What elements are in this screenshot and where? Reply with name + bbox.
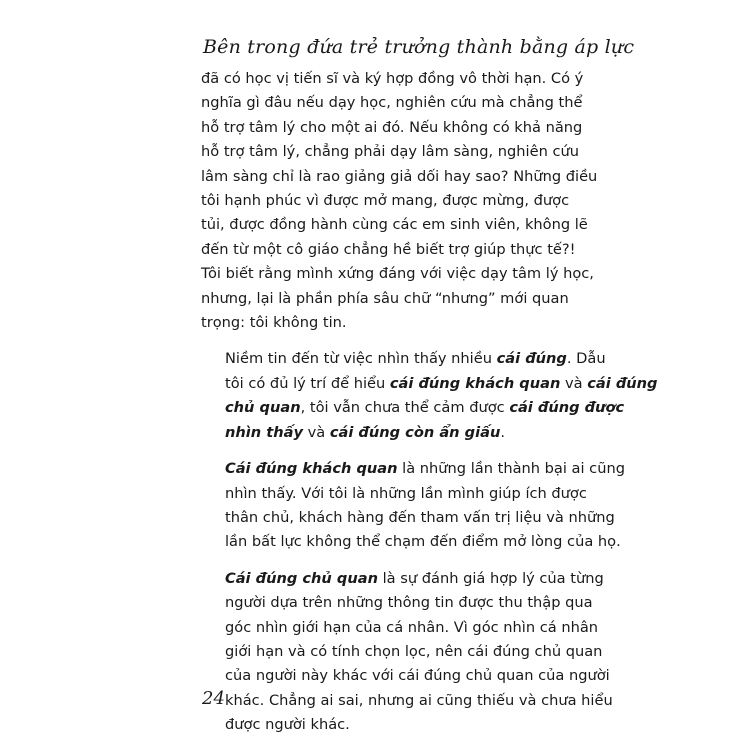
text-line: đã có học vị tiến sĩ và ký hợp đồng vô thời hạn. Có ý bbox=[201, 70, 584, 87]
emphasis: cái đúng được bbox=[509, 399, 625, 417]
text-line: chủ quan, tôi vẫn chưa thể cảm được cái đúng được bbox=[225, 399, 625, 417]
text-line: Tôi biết rằng mình xứng đáng với việc dạy tâm lý học, bbox=[201, 265, 594, 283]
emphasis: cái đúng khách quan bbox=[389, 374, 561, 392]
text-line: tủi, được đồng hành cùng các em sinh viên, không lẽ bbox=[201, 216, 588, 234]
text-line: nhìn thấy. Với tôi là những lần mình giúp ích được bbox=[225, 484, 587, 502]
text-line: lâm sàng chỉ là rao giảng giả dối hay sao? Những điều bbox=[201, 167, 598, 185]
paragraph-3 bbox=[201, 457, 625, 555]
paragraph-1 bbox=[201, 67, 598, 335]
text-line: hỗ trợ tâm lý cho một ai đó. Nếu không có khả năng bbox=[201, 118, 583, 136]
text-line: tôi có đủ lý trí để hiểu cái đúng khách quan và cái đúng bbox=[225, 374, 658, 392]
emphasis: cái đúng bbox=[587, 374, 658, 392]
text-line: khác. Chẳng ai sai, nhưng ai cũng thiếu và chưa hiểu bbox=[225, 691, 613, 709]
text-line: giới hạn và có tính chọn lọc, nên cái đúng chủ quan bbox=[225, 642, 603, 660]
text-line: trọng: tôi không tin. bbox=[201, 314, 347, 332]
running-head: Bên trong đứa trẻ trưởng thành bằng áp lực bbox=[203, 36, 635, 58]
text-line: Cái đúng chủ quan là sự đánh giá hợp lý của từng bbox=[225, 569, 604, 587]
text-line: thân chủ, khách hàng đến tham vấn trị liệu và những bbox=[225, 508, 615, 526]
page-number: 24 bbox=[202, 688, 225, 709]
emphasis: cái đúng bbox=[496, 350, 567, 368]
text-line: nghĩa gì đâu nếu dạy học, nghiên cứu mà chẳng thể bbox=[201, 94, 583, 112]
emphasis: cái đúng còn ẩn giấu bbox=[329, 423, 501, 441]
text-line: Cái đúng khách quan là những lần thành bại ai cũng bbox=[225, 460, 625, 478]
text-line: góc nhìn giới hạn của cá nhân. Vì góc nhìn cá nhân bbox=[225, 618, 599, 636]
emphasis: nhìn thấy bbox=[225, 423, 303, 441]
text-line: đến từ một cô giáo chẳng hề biết trợ giúp thực tế?! bbox=[201, 240, 576, 258]
emphasis: Cái đúng khách quan bbox=[225, 460, 398, 478]
body-text bbox=[201, 67, 658, 738]
text-line: tôi hạnh phúc vì được mở mang, được mừng, được bbox=[201, 192, 570, 210]
text-line: của người này khác với cái đúng chủ quan của người bbox=[225, 667, 610, 685]
paragraph-2 bbox=[201, 347, 658, 445]
emphasis: Cái đúng chủ quan bbox=[225, 569, 378, 587]
text-line: Niềm tin đến từ việc nhìn thấy nhiều cái đúng. Dẫu bbox=[225, 350, 606, 368]
text-line: hỗ trợ tâm lý, chẳng phải dạy lâm sàng, nghiên cứu bbox=[201, 143, 579, 161]
paragraph-4 bbox=[201, 567, 613, 738]
text-line: nhưng, lại là phần phía sâu chữ “nhưng” mới quan bbox=[201, 289, 569, 307]
text-line: lần bất lực không thể chạm đến điểm mở lòng của họ. bbox=[225, 533, 621, 551]
text-line: được người khác. bbox=[225, 716, 350, 734]
emphasis: chủ quan bbox=[225, 399, 301, 417]
text-line: nhìn thấy và cái đúng còn ẩn giấu. bbox=[225, 423, 505, 441]
text-line: người dựa trên những thông tin được thu thập qua bbox=[225, 594, 593, 612]
